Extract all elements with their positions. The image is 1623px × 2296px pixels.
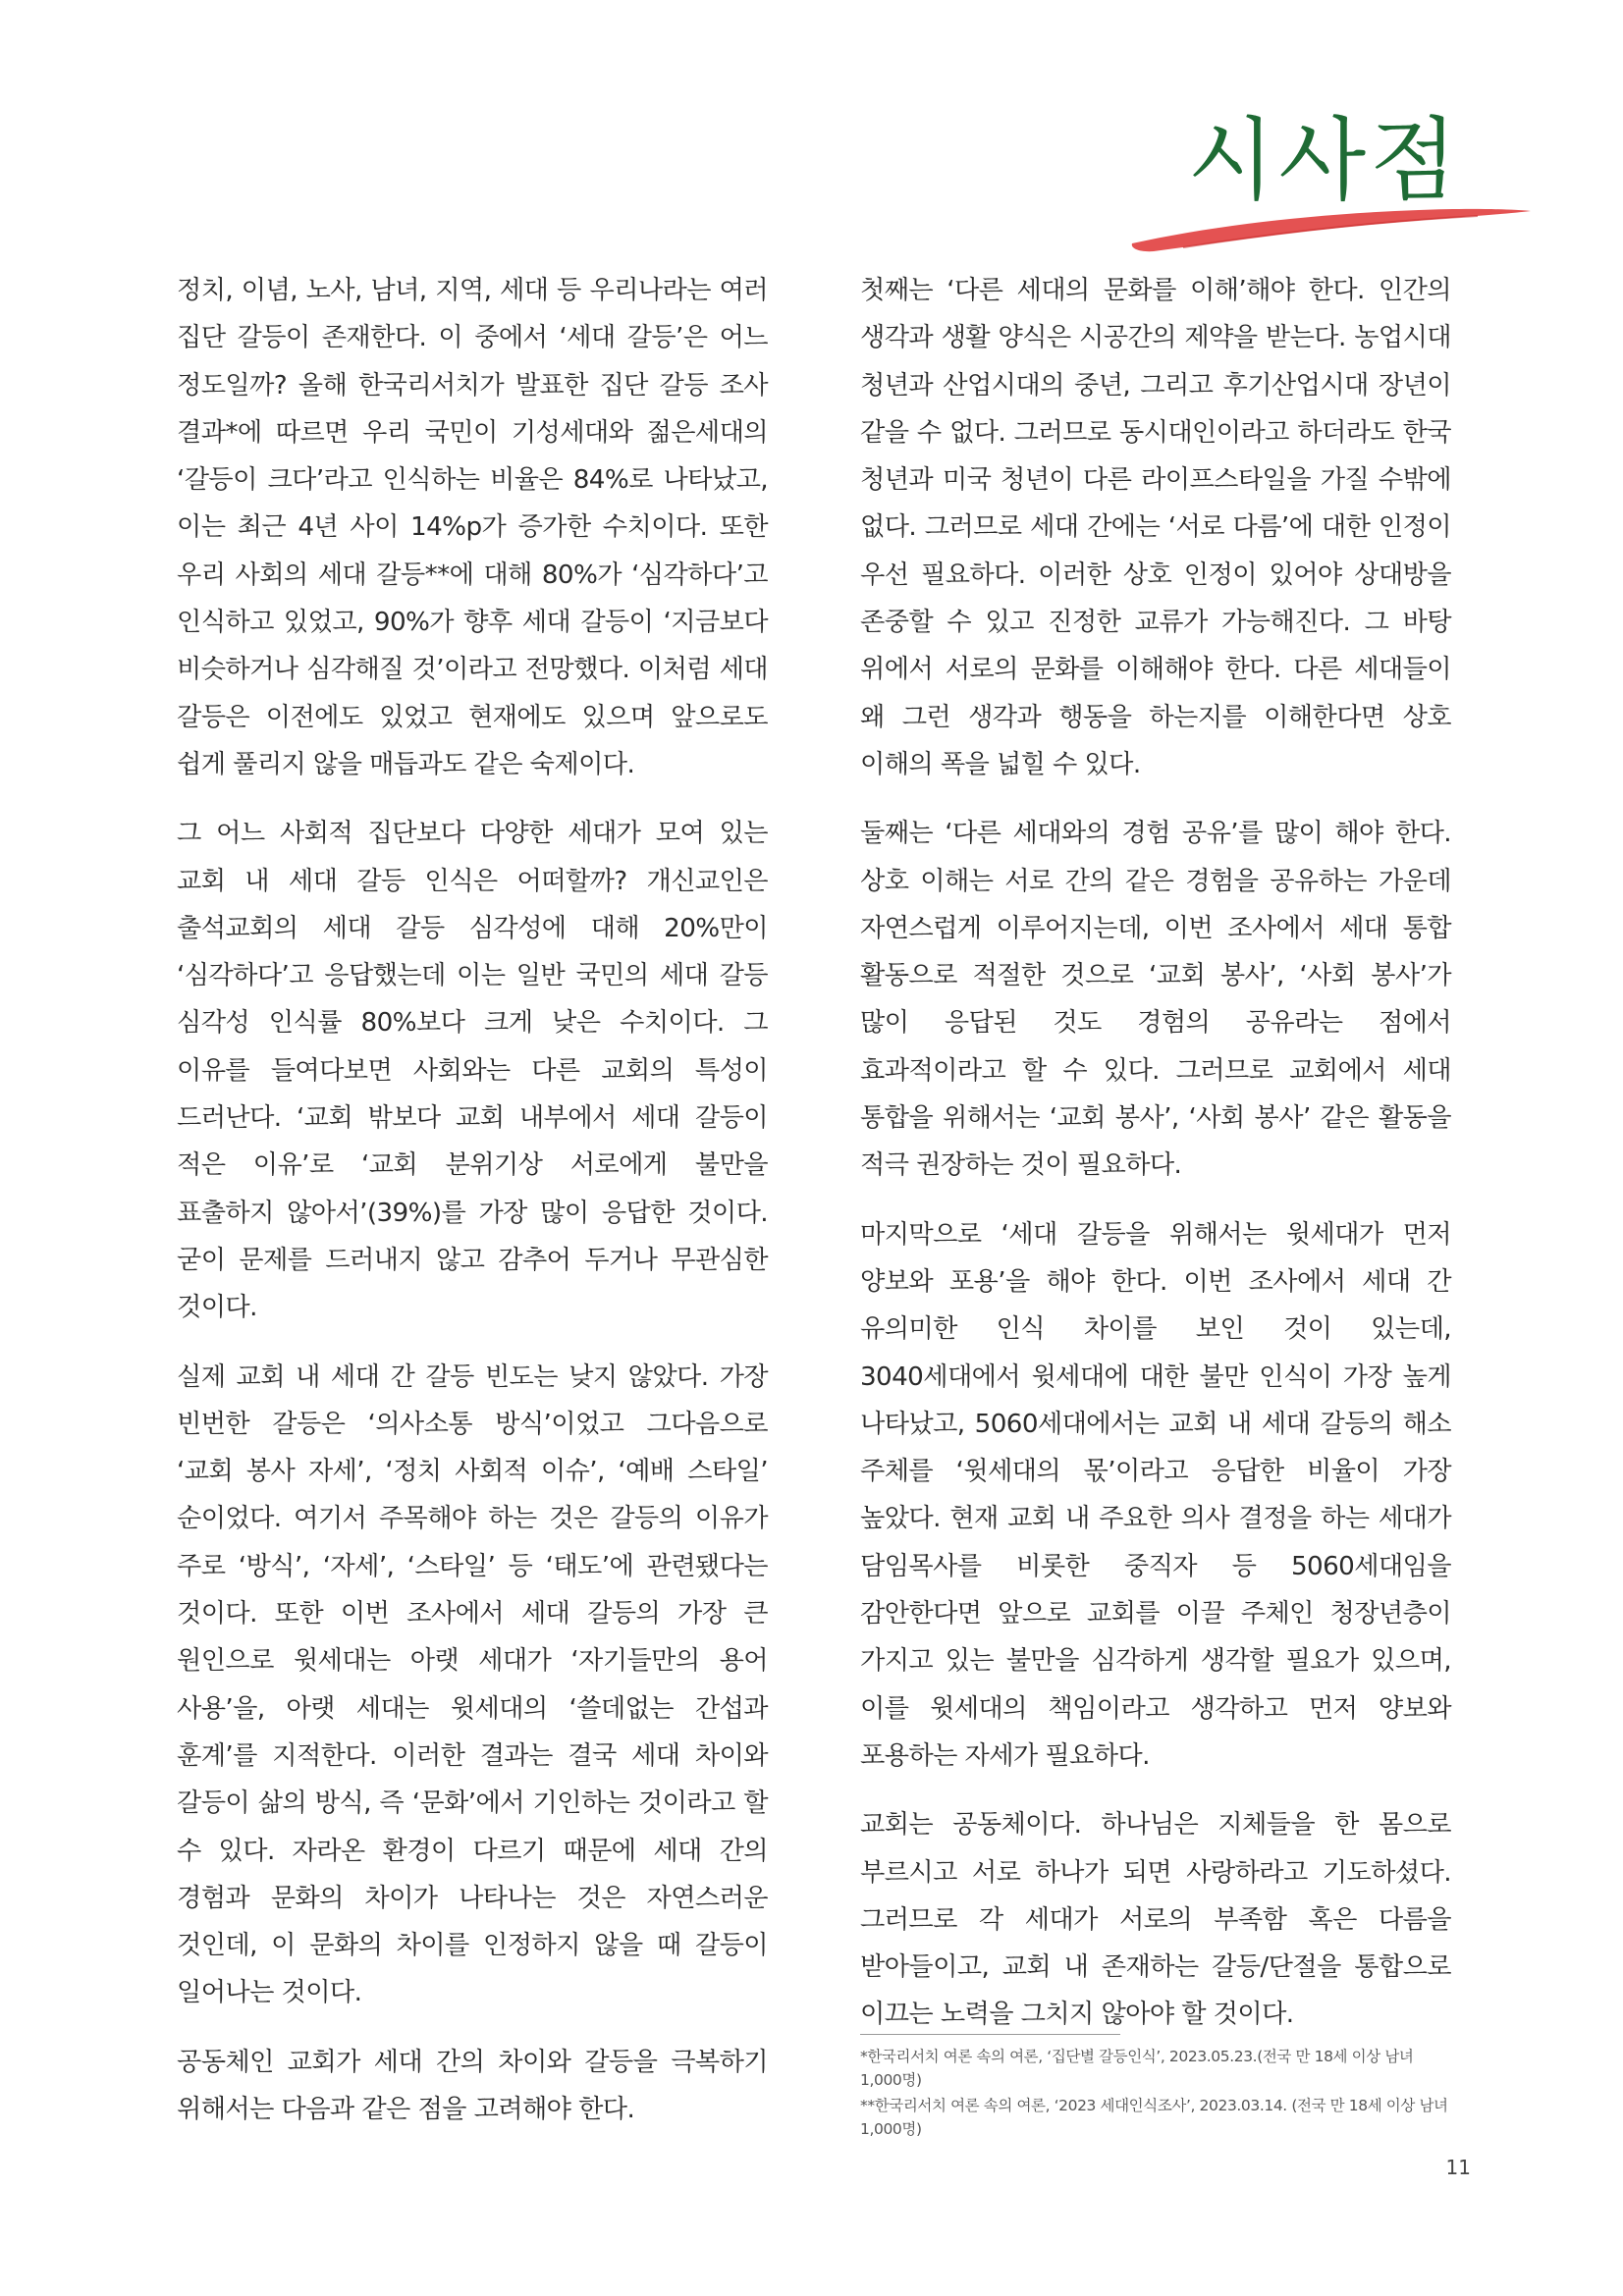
left-paragraph-1: 정치, 이념, 노사, 남녀, 지역, 세대 등 우리나라는 여러 집단 갈등이 존재한다. 이 중에서 ‘세대 갈등’은 어느 정도일까? 올해 한국리서치가 발표한 집단 갈등 조사 결과*에 따르면 우리 국민이 기성세대와 젊은세대의 ‘갈등이 크다’라고 인식하는 비율은 84%로 나타났고, 이는 최근 4년 사이 14%p가 증가한 수치이다. 또한 우리 사회의 세대 갈등**에 대해 80%가 ‘심각하다’고 인식하고 있었고, 90%가 향후 세대 갈등이 ‘지금보다 비슷하거나 심각해질 것’이라고 전망했다. 이처럼 세대 갈등은 이전에도 있었고 현재에도 있으며 앞으로도 쉽게 풀리지 않을 매듭과도 같은 숙제이다. [177,276,768,779]
footnote-1: *한국리서치 여론 속의 여론, ‘집단별 갈등인식’, 2023.05.23.(전국 만 18세 이상 남녀 1,000명) [860,2048,1414,2089]
left-column [177,267,768,2155]
footnote-rule [860,2034,1120,2035]
right-column [860,267,1451,2060]
right-paragraph-2: 둘째는 ‘다른 세대와의 경험 공유’를 많이 해야 한다. 상호 이해는 서로 간의 같은 경험을 공유하는 가운데 자연스럽게 이루어지는데, 이번 조사에서 세대 통합 활동으로 적절한 것으로 ‘교회 봉사’, ‘사회 봉사’가 많이 응답된 것도 경험의 공유라는 점에서 효과적이라고 할 수 있다. 그러므로 교회에서 세대 통합을 위해서는 ‘교회 봉사’, ‘사회 봉사’ 같은 활동을 적극 권장하는 것이 필요하다. [860,819,1451,1181]
left-paragraph-4: 공동체인 교회가 세대 간의 차이와 갈등을 극복하기 위해서는 다음과 같은 점을 고려해야 한다. [177,2047,768,2124]
page-number: 11 [1445,2156,1471,2179]
left-paragraph-3: 실제 교회 내 세대 간 갈등 빈도는 낮지 않았다. 가장 빈번한 갈등은 ‘의사소통 방식’이었고 그다음으로 ‘교회 봉사 자세’, ‘정치 사회적 이슈’, ‘예배 스타일’ 순이었다. 여기서 주목해야 하는 것은 갈등의 이유가 주로 ‘방식’, ‘자세’, ‘스타일’ 등 ‘태도’에 관련됐다는 것이다. 또한 이번 조사에서 세대 갈등의 가장 큰 원인으로 윗세대는 아랫 세대가 ‘자기들만의 용어 사용’을, 아랫 세대는 윗세대의 ‘쓸데없는 간섭과 훈계’를 지적한다. 이러한 결과는 결국 세대 차이와 갈등이 삶의 방식, 즉 ‘문화’에서 기인하는 것이라고 할 수 있다. 자라온 환경이 다르기 때문에 세대 간의 경험과 문화의 차이가 나타나는 것은 자연스러운 것인데, 이 문화의 차이를 인정하지 않을 때 갈등이 일어나는 것이다. [177,1362,768,2008]
right-paragraph-3: 마지막으로 ‘세대 갈등을 위해서는 윗세대가 먼저 양보와 포용’을 해야 한다. 이번 조사에서 세대 간 유의미한 인식 차이를 보인 것이 있는데, 3040세대에서 윗세대에 대한 불만 인식이 가장 높게 나타났고, 5060세대에서는 교회 내 세대 갈등의 해소 주체를 ‘윗세대의 몫’이라고 응답한 비율이 가장 높았다. 현재 교회 내 주요한 의사 결정을 하는 세대가 담임목사를 비롯한 중직자 등 5060세대임을 감안한다면 앞으로 교회를 이끌 주체인 청장년층이 가지고 있는 불만을 심각하게 생각할 필요가 있으며, 이를 윗세대의 책임이라고 생각하고 먼저 양보와 포용하는 자세가 필요하다. [860,1219,1451,1771]
page-title: 시사점 [1187,108,1461,213]
right-paragraph-4: 교회는 공동체이다. 하나님은 지체들을 한 몸으로 부르시고 서로 하나가 되면 사랑하라고 기도하셨다. 그러므로 각 세대가 서로의 부족함 혹은 다름을 받아들이고, 교회 내 존재하는 갈등/단절을 통합으로 이끄는 노력을 그치지 않아야 할 것이다. [860,1810,1451,2030]
right-paragraph-1: 첫째는 ‘다른 세대의 문화를 이해’해야 한다. 인간의 생각과 생활 양식은 시공간의 제약을 받는다. 농업시대 청년과 산업시대의 중년, 그리고 후기산업시대 장년이 같을 수 없다. 그러므로 동시대인이라고 하더라도 한국 청년과 미국 청년이 다른 라이프스타일을 가질 수밖에 없다. 그러므로 세대 간에는 ‘서로 다름’에 대한 인정이 우선 필요하다. 이러한 상호 인정이 있어야 상대방을 존중할 수 있고 진정한 교류가 가능해진다. 그 바탕 위에서 서로의 문화를 이해해야 한다. 다른 세대들이 왜 그런 생각과 행동을 하는지를 이해한다면 상호 이해의 폭을 넓힐 수 있다. [860,276,1451,779]
brush-stroke-decoration [1124,200,1537,259]
left-paragraph-2: 그 어느 사회적 집단보다 다양한 세대가 모여 있는 교회 내 세대 갈등 인식은 어떠할까? 개신교인은 출석교회의 세대 갈등 심각성에 대해 20%만이 ‘심각하다’고 응답했는데 이는 일반 국민의 세대 갈등 심각성 인식률 80%보다 크게 낮은 수치이다. 그 이유를 들여다보면 사회와는 다른 교회의 특성이 드러난다. ‘교회 밖보다 교회 내부에서 세대 갈등이 적은 이유’로 ‘교회 분위기상 서로에게 불만을 표출하지 않아서’(39%)를 가장 많이 응답한 것이다. 굳이 문제를 드러내지 않고 감추어 두거나 무관심한 것이다. [177,819,768,1323]
footnotes [860,2020,1451,2143]
footnote-2: **한국리서치 여론 속의 여론, ‘2023 세대인식조사’, 2023.03.14. (전국 만 18세 이상 남녀 1,000명) [860,2097,1448,2138]
